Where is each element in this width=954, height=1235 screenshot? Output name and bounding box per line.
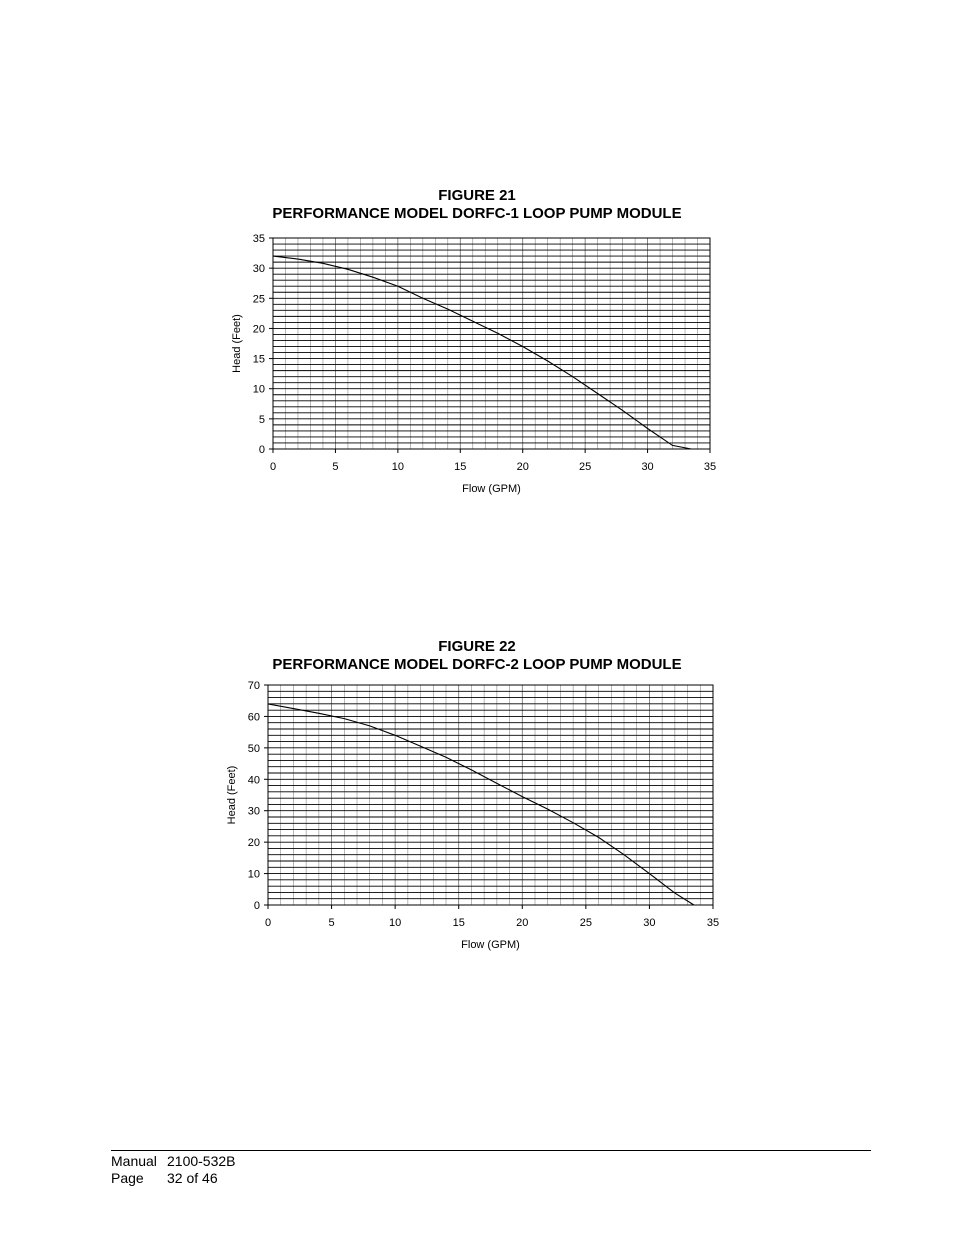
y-tick-label: 0 bbox=[258, 444, 265, 456]
x-tick-label: 30 bbox=[643, 917, 656, 929]
x-tick-label: 0 bbox=[269, 461, 277, 473]
plot-frame bbox=[273, 238, 710, 449]
y-tick-label: 0 bbox=[253, 900, 260, 912]
y-tick-label: 50 bbox=[247, 742, 260, 755]
y-tick-label: 20 bbox=[247, 837, 260, 850]
x-tick-label: 25 bbox=[579, 917, 592, 929]
y-tick-label: 10 bbox=[247, 868, 260, 881]
footer-page-value: 32 of 46 bbox=[167, 1170, 218, 1186]
footer-page-row bbox=[111, 1170, 236, 1187]
y-tick-label: 5 bbox=[258, 413, 265, 426]
y-tick-label: 70 bbox=[247, 680, 260, 692]
figure-21-title: PERFORMANCE MODEL DORFC-1 LOOP PUMP MODULE bbox=[272, 205, 682, 222]
x-tick-label: 10 bbox=[389, 917, 402, 929]
y-axis-label: Head (Feet) bbox=[231, 314, 243, 373]
footer-page-label: Page bbox=[111, 1170, 144, 1186]
x-tick-label: 25 bbox=[579, 461, 592, 473]
y-tick-label: 30 bbox=[247, 805, 260, 818]
x-axis-label: Flow (GPM) bbox=[461, 939, 520, 951]
x-tick-label: 20 bbox=[516, 917, 529, 929]
footer-divider bbox=[111, 1150, 871, 1151]
x-tick-label: 15 bbox=[454, 461, 467, 473]
figure-21-chart bbox=[0, 220, 954, 510]
x-tick-label: 5 bbox=[328, 917, 335, 929]
x-tick-label: 35 bbox=[706, 917, 720, 929]
figure-22-heading bbox=[0, 638, 954, 674]
figure-22-title: PERFORMANCE MODEL DORFC-2 LOOP PUMP MODULE bbox=[272, 656, 682, 673]
plot-frame bbox=[268, 685, 713, 905]
y-tick-label: 40 bbox=[247, 774, 260, 787]
y-tick-label: 30 bbox=[252, 263, 265, 276]
y-axis-label: Head (Feet) bbox=[226, 765, 238, 825]
footer-manual-value: 2100-532B bbox=[167, 1153, 236, 1169]
figure-21-heading bbox=[0, 187, 954, 223]
y-tick-label: 35 bbox=[252, 233, 265, 245]
figure-21-label: FIGURE 21 bbox=[438, 187, 516, 204]
x-tick-label: 15 bbox=[452, 917, 465, 929]
x-tick-label: 0 bbox=[264, 917, 272, 929]
figure-22-label: FIGURE 22 bbox=[438, 638, 516, 655]
x-tick-label: 30 bbox=[641, 461, 654, 473]
footer-manual-label: Manual bbox=[111, 1153, 157, 1169]
x-tick-label: 20 bbox=[516, 461, 529, 473]
footer-manual-row bbox=[111, 1153, 236, 1170]
y-tick-label: 20 bbox=[252, 323, 265, 336]
y-tick-label: 15 bbox=[252, 353, 265, 366]
y-tick-label: 10 bbox=[252, 383, 265, 396]
x-tick-label: 10 bbox=[391, 461, 404, 473]
x-tick-label: 5 bbox=[332, 461, 339, 473]
figure-22-chart bbox=[0, 670, 954, 960]
y-tick-label: 25 bbox=[252, 293, 265, 306]
y-tick-label: 60 bbox=[247, 711, 260, 724]
x-tick-label: 35 bbox=[703, 461, 717, 473]
page-footer bbox=[111, 1153, 236, 1187]
x-axis-label: Flow (GPM) bbox=[462, 483, 521, 495]
